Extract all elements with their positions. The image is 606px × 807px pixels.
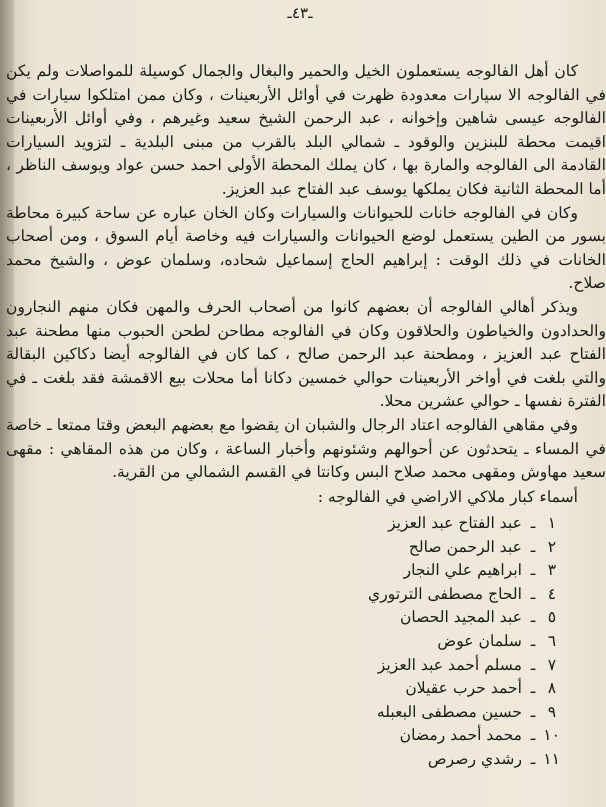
owners-list [260,512,560,772]
list-item-number: ١ [547,514,557,532]
list-item-number: ١٠ [543,726,560,745]
list-item-number: ٩ [547,702,557,721]
list-item: ٨ـأحمد حرب عقيلان [260,677,560,701]
list-item-number: ١١ [543,749,560,768]
list-item: ١٠ـمحمد أحمد رمضان [260,724,560,748]
list-item-name: سلمان عوض [437,631,522,650]
page-number: ـ٤٣ـ [287,4,313,22]
paragraph-crafts: ويذكر أهالي الفالوجه أن بعضهم كانوا من أصحاب الحرف والمهن فكان منهم النجارون والحدادون والخياطون والحلاقون وكان في الفالوجه مطاحن لطحن الحبوب منها مطحنة عبد الفتاح عبد العزيز ، ومطحنة عبد الرحمن صالح ، كما كان في الفالوجه أيضا دكاكين البقالة والتي بلغت في أواخر الأربعينات حوالي خمسين دكانا أما محلات بيع الاقمشة فقد بلغت ـ في الفترة نفسها ـ حوالي عشرين محلا. [6,297,606,411]
list-item: ٦ـسلمان عوض [260,630,560,654]
list-item-name: حسين مصطفى البعبله [376,702,522,721]
list-item: ٧ـمسلم أحمد عبد العزيز [260,654,560,678]
list-item-number: ٥ [547,608,557,627]
list-item-name: رشدي رصرص [427,749,522,768]
list-item: ٥ـعبد المجيد الحصان [260,606,560,630]
list-item: ٢ـعبد الرحمن صالح [260,536,560,560]
list-item: ٤ـالحاج مصطفى الترتوري [260,583,560,607]
paragraph-transport: كان أهل الفالوجه يستعملون الخيل والحمير والبغال والجمال كوسيلة للمواصلات ولم يكن في الفالوجه الا سيارات معدودة ظهرت في أوائل الأربعينات ، وكان ممن امتلكوا سيارات في الفالوجه عيسى شاهين وإخوانه ، عبد الرحمن الشيخ سعيد وغيرهم ، وفي أوائل الأربعينات اقيمت محطة للبنزين والوقود ـ شمالي البلد بالقرب من مبنى البلدية ـ لتزويد السيارات القادمة الى الفالوجه والمارة بها ، كان يملك المحطة الأولى احمد حسن عواد ويوسف الناظر ، أما المحطة الثانية فكان يملكها يوسف عبد الفتاح عبد العزيز. [6,62,606,198]
list-item: ٣ـابراهيم علي النجار [260,559,560,583]
list-item: ١١ـرشدي رصرص [260,748,560,772]
list-item-name: ابراهيم علي النجار [403,561,522,580]
list-item-name: عبد المجيد الحصان [399,608,522,627]
list-item-name: الحاج مصطفى الترتوري [368,584,522,603]
owners-heading: أسماء كبار ملاكي الاراضي في الفالوجه : [317,488,578,506]
list-item: ١ـعبد الفتاح عبد العزيز [260,512,560,536]
list-item-number: ٣ [547,561,557,580]
list-item-name: عبد الفتاح عبد العزيز [388,514,522,532]
list-item-number: ٨ [547,679,557,698]
list-item-name: عبد الرحمن صالح [408,537,522,556]
body-text [6,60,606,485]
list-item-number: ٧ [547,655,557,674]
list-item-name: أحمد حرب عقيلان [405,679,522,698]
list-item-number: ٢ [547,537,557,556]
list-item-name: محمد أحمد رمضان [399,726,522,745]
paragraph-cafes: وفي مقاهي الفالوجه اعتاد الرجال والشبان ان يقضوا مع بعضهم البعض وقتا ممتعا ـ خاصة في المساء ـ يتحدثون عن أحوالهم وشئونهم وأخبار الساعة ، وكان من هذه المقاهي : مقهى سعيد مهاوش ومقهى محمد صلاح البس وكانتا في القسم الشمالي من القرية. [6,415,606,482]
paragraph-khans: وكان في الفالوجه خانات للحيوانات والسيارات وكان الخان عباره عن ساحة كبيرة محاطة بسور من الطين يستعمل لوضع الحيوانات والسيارات فيه وخاصة أيام السوق ، ومن أصحاب الخانات في ذلك الوقت : إبراهيم الحاج إسماعيل شحاده، وسلمان عوض ، والشيخ محمد صلاح. [6,203,606,293]
list-item-name: مسلم أحمد عبد العزيز [377,655,522,674]
list-item-number: ٦ [547,631,557,650]
list-item: ٩ـحسين مصطفى البعبله [260,701,560,725]
list-item-number: ٤ [547,584,557,603]
